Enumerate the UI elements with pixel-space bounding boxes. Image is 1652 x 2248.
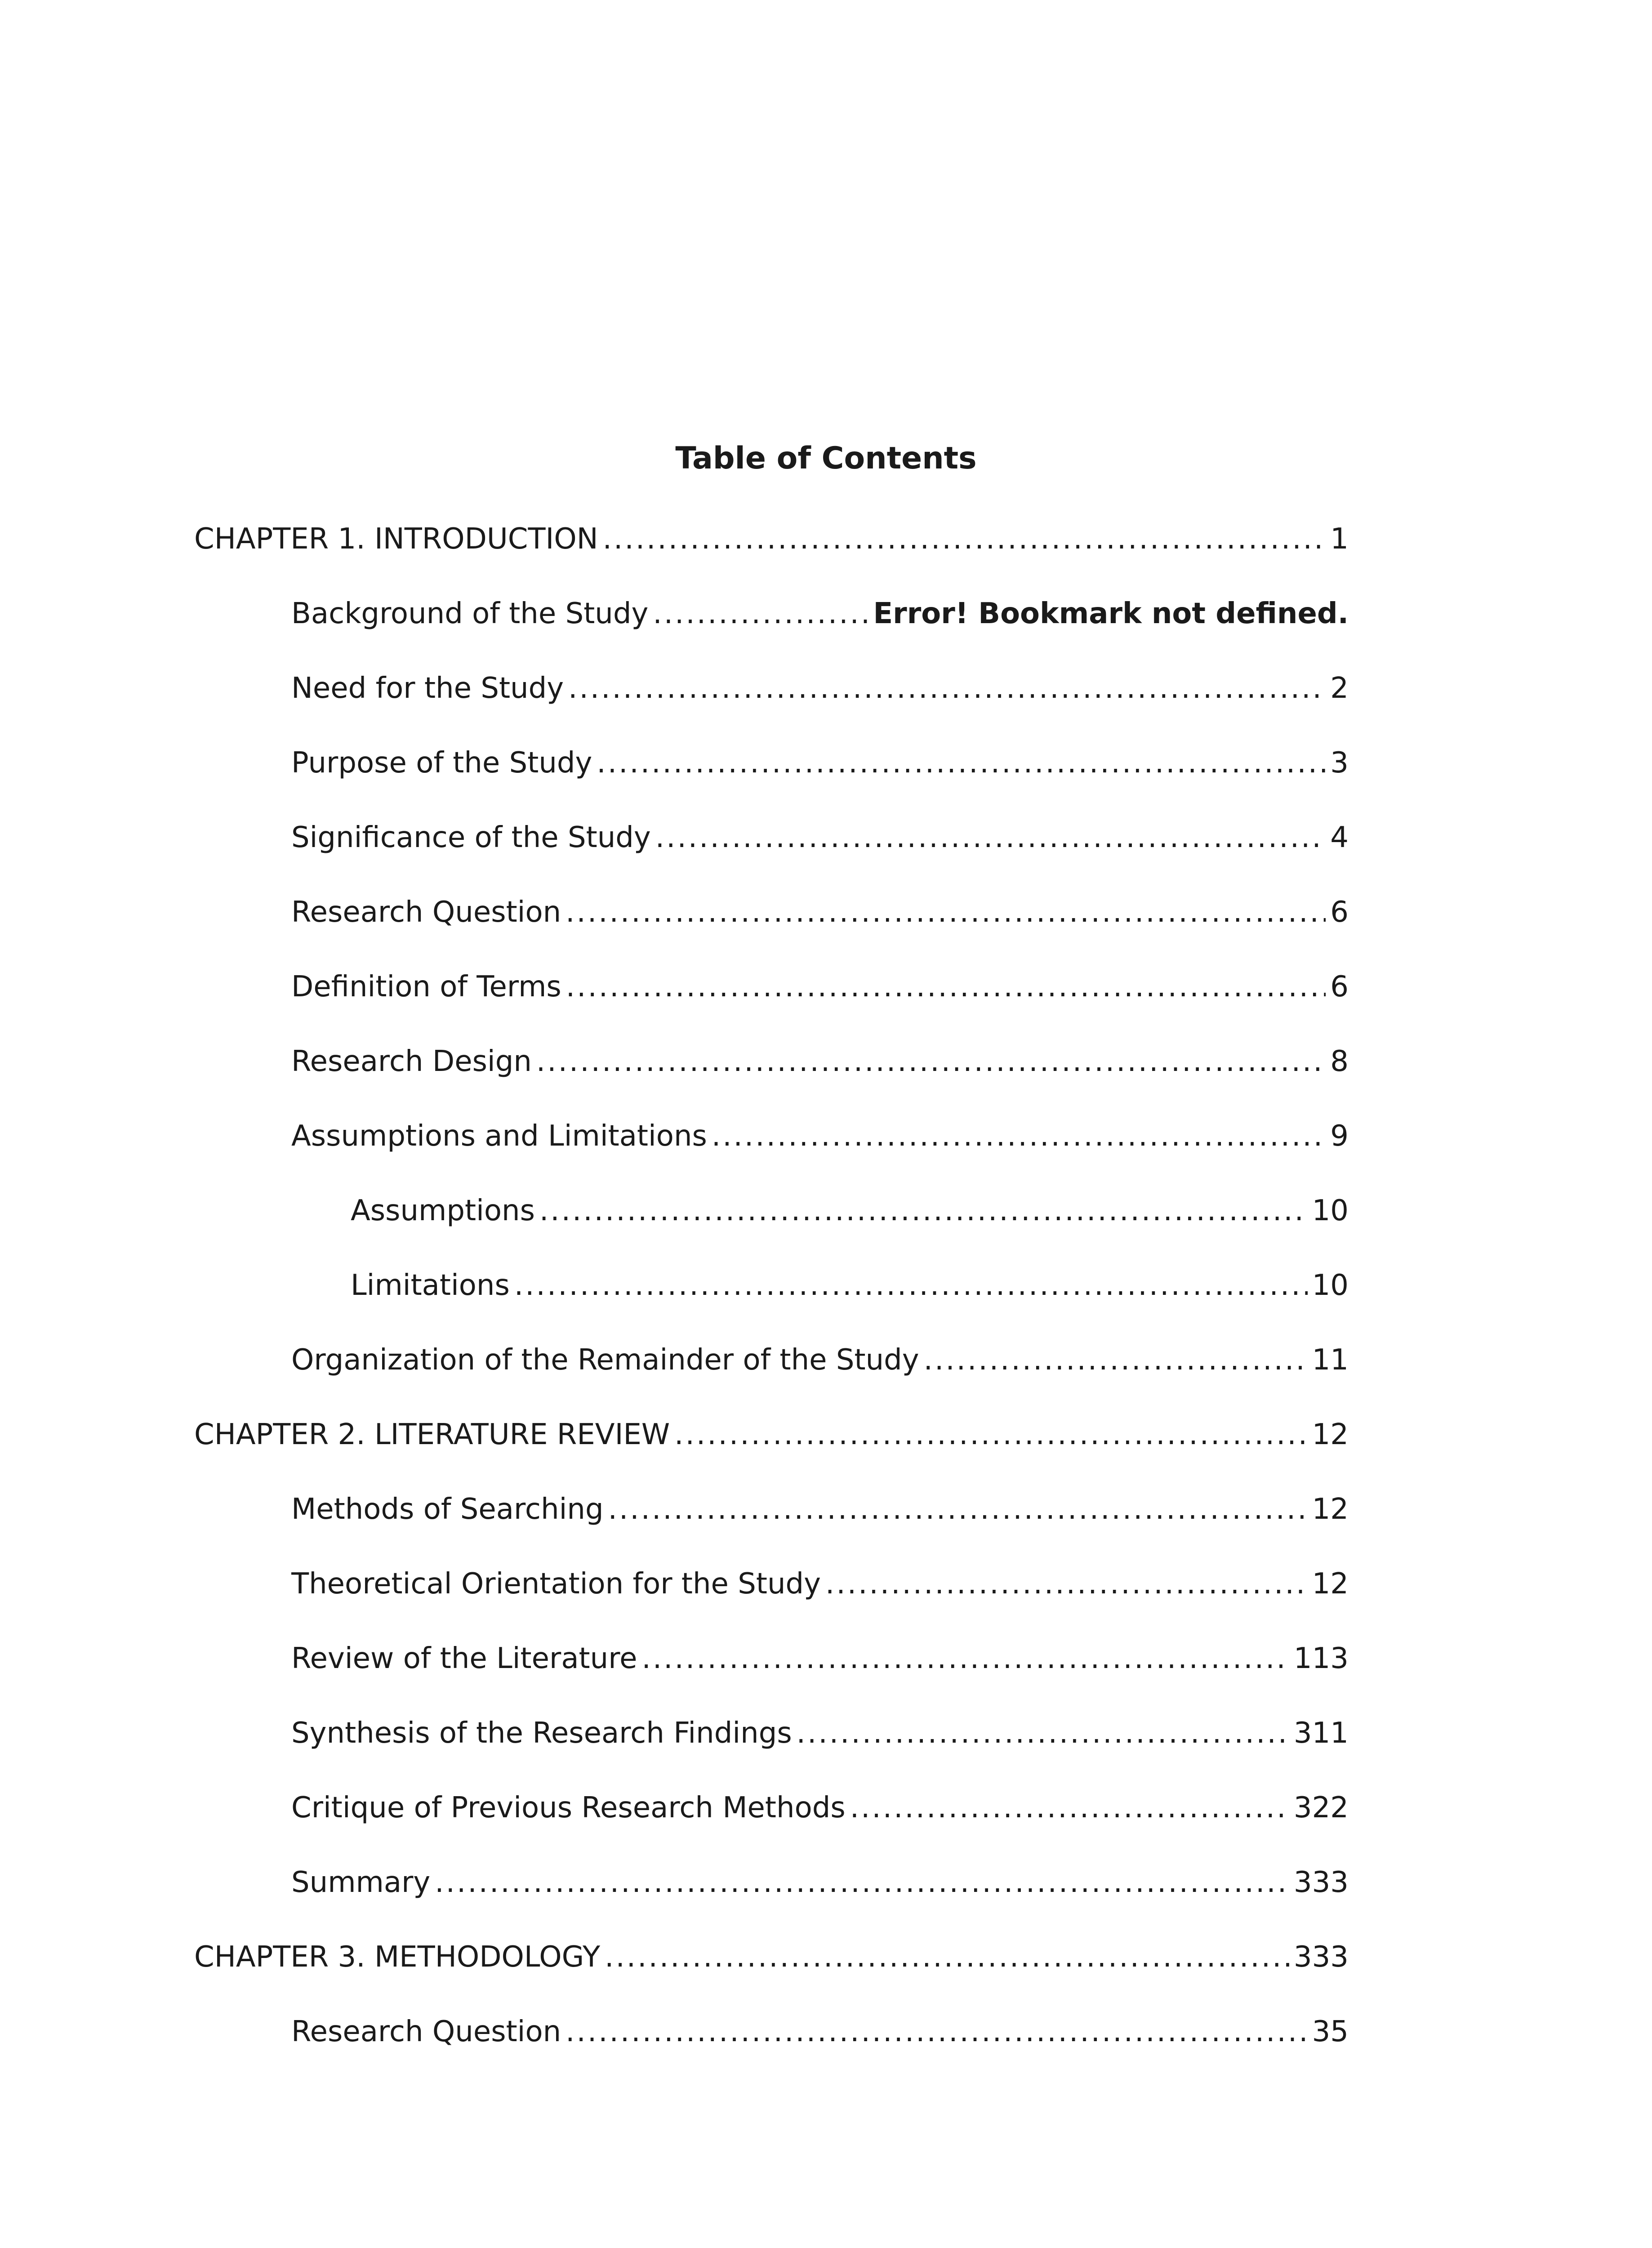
- dot-leader: [597, 726, 1326, 800]
- toc-entry-title: Review of the Literature: [291, 1642, 637, 1675]
- toc-page-number: 311: [1293, 1717, 1349, 1750]
- dot-leader: [566, 1994, 1307, 2069]
- toc-page-number: 4: [1330, 821, 1349, 854]
- toc-section-entry[interactable]: [0, 950, 1652, 1024]
- toc-page-number: 12: [1312, 1418, 1349, 1451]
- toc-page-number: 9: [1330, 1120, 1349, 1153]
- toc-section-entry[interactable]: [0, 1621, 1652, 1696]
- toc-page-number: 333: [1293, 1940, 1349, 1974]
- toc-entry-title: CHAPTER 3. METHODOLOGY: [194, 1940, 601, 1974]
- toc-entry-title: Organization of the Remainder of the Study: [291, 1343, 919, 1377]
- dot-leader: [568, 651, 1326, 726]
- toc-entry-title: Definition of Terms: [291, 970, 561, 1004]
- dot-leader: [674, 1397, 1307, 1472]
- toc-entry-title: Significance of the Study: [291, 821, 651, 854]
- toc-entry-title: Need for the Study: [291, 672, 564, 705]
- toc-section-entry[interactable]: [0, 651, 1652, 726]
- toc-section-entry[interactable]: [0, 1696, 1652, 1771]
- toc-page-number: 10: [1312, 1269, 1349, 1302]
- toc-section-entry[interactable]: [0, 1547, 1652, 1621]
- dot-leader: [539, 1173, 1308, 1248]
- toc-section-entry[interactable]: [0, 726, 1652, 800]
- toc-page-number: 8: [1330, 1045, 1349, 1078]
- toc-section-entry[interactable]: [0, 1173, 1652, 1248]
- toc-entry-title: Research Question: [291, 2015, 561, 2048]
- toc-section-entry[interactable]: [0, 1771, 1652, 1845]
- toc-entry-title: Summary: [291, 1866, 431, 1899]
- toc-page-number: 12: [1312, 1493, 1349, 1526]
- toc-section-entry[interactable]: [0, 875, 1652, 950]
- toc-section-entry[interactable]: [0, 1323, 1652, 1397]
- toc-section-entry[interactable]: [0, 1994, 1652, 2069]
- toc-entry-title: Critique of Previous Research Methods: [291, 1791, 846, 1824]
- toc-entry-title: Limitations: [351, 1269, 510, 1302]
- dot-leader: [712, 1099, 1326, 1173]
- toc-entry-title: Background of the Study: [291, 597, 649, 630]
- toc-entry-title: Research Design: [291, 1045, 532, 1078]
- toc-section-entry[interactable]: [0, 576, 1652, 651]
- toc-section-entry[interactable]: [0, 1248, 1652, 1323]
- toc-page-number: 2: [1330, 672, 1349, 705]
- toc-page-number: 12: [1312, 1567, 1349, 1601]
- toc-page-number: 6: [1330, 896, 1349, 929]
- dot-leader: [514, 1248, 1308, 1323]
- toc-chapter-entry[interactable]: [0, 1920, 1652, 1994]
- toc-entry-title: Assumptions: [351, 1194, 535, 1227]
- dot-leader: [536, 1024, 1326, 1099]
- toc-entry-title: Theoretical Orientation for the Study: [291, 1567, 821, 1601]
- toc-page-number: 1: [1330, 522, 1349, 556]
- toc-page-number: 113: [1293, 1642, 1349, 1675]
- dot-leader: [435, 1845, 1289, 1920]
- toc-entry-title: Synthesis of the Research Findings: [291, 1717, 792, 1750]
- toc-section-entry[interactable]: [0, 1024, 1652, 1099]
- toc-chapter-entry[interactable]: [0, 502, 1652, 576]
- toc-entry-title: Methods of Searching: [291, 1493, 604, 1526]
- toc-section-entry[interactable]: [0, 800, 1652, 875]
- toc-page-number: 3: [1330, 746, 1349, 780]
- toc-page-number: 333: [1293, 1866, 1349, 1899]
- dot-leader: [797, 1696, 1289, 1771]
- toc-chapter-entry[interactable]: [0, 1397, 1652, 1472]
- dot-leader: [653, 576, 868, 651]
- toc-list: [0, 502, 1652, 2069]
- toc-entry-title: Purpose of the Study: [291, 746, 592, 780]
- toc-error-message: Error! Bookmark not defined.: [873, 597, 1349, 630]
- toc-page-number: 322: [1293, 1791, 1349, 1824]
- dot-leader: [924, 1323, 1308, 1397]
- toc-page-number: 10: [1312, 1194, 1349, 1227]
- toc-entry-title: Assumptions and Limitations: [291, 1120, 707, 1153]
- toc-entry-title: CHAPTER 2. LITERATURE REVIEW: [194, 1418, 670, 1451]
- dot-leader: [655, 800, 1326, 875]
- dot-leader: [566, 875, 1326, 950]
- toc-title: Table of Contents: [675, 441, 977, 476]
- toc-section-entry[interactable]: [0, 1845, 1652, 1920]
- dot-leader: [603, 502, 1326, 576]
- dot-leader: [850, 1771, 1289, 1845]
- dot-leader: [566, 950, 1326, 1024]
- toc-page-number: 35: [1312, 2015, 1349, 2048]
- dot-leader: [825, 1547, 1308, 1621]
- toc-section-entry[interactable]: [0, 1472, 1652, 1547]
- toc-section-entry[interactable]: [0, 1099, 1652, 1173]
- dot-leader: [608, 1472, 1308, 1547]
- toc-entry-title: Research Question: [291, 896, 561, 929]
- dot-leader: [605, 1920, 1289, 1994]
- toc-entry-title: CHAPTER 1. INTRODUCTION: [194, 522, 598, 556]
- toc-page-number: 11: [1312, 1343, 1349, 1377]
- dot-leader: [641, 1621, 1289, 1696]
- toc-page-number: 6: [1330, 970, 1349, 1004]
